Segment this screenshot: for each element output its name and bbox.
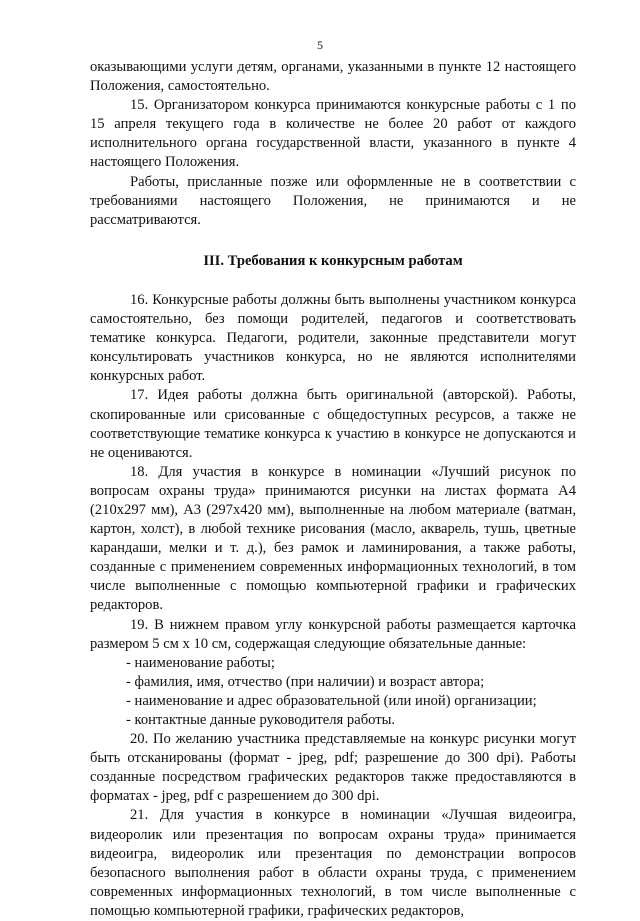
- list-item: - наименование и адрес образовательной (или иной) организации;: [126, 692, 537, 709]
- section-title: III. Требования к конкурсным работам: [203, 252, 463, 269]
- page-number: 5: [317, 38, 323, 52]
- paragraph-17: 17. Идея работы должна быть оригинальной (авторской). Работы, скопированные или срисованные с общедоступных ресурсов, а также не соответствующие тематике конкурса к участию в конкурсе не допускаются и не оцениваются.: [90, 387, 576, 461]
- paragraph-18: 18. Для участия в конкурсе в номинации «Лучший рисунок по вопросам охраны труда» принимаются рисунки на листах формата А4 (210x297 мм), А3 (297x420 мм), выполненные на любом материале (ватман, картон, холст), в любой технике рисования (масло, акварель, тушь, цветные карандаши, мелки и т. д.), без рамок и ламинирования, а также работы, созданные с применением современных информационных технологий, в том числе выполненные с помощью компьютерной графики и графических редакторов.: [90, 463, 576, 614]
- paragraph-15: 15. Организатором конкурса принимаются конкурсные работы с 1 по 15 апреля текущего года в количестве не более 20 работ от каждого исполнительного органа государственной власти, указанного в пункте 4 настоящего Положения.: [90, 97, 576, 171]
- document-body: [90, 58, 576, 921]
- list-item: - наименование работы;: [126, 654, 275, 671]
- paragraph-20: 20. По желанию участника представляемые на конкурс рисунки могут быть отсканированы (формат - jpeg, pdf; разрешение до 300 dpi). Работы созданные посредством графических редакторов также предоставляются в форматах - jpeg, pdf с разрешением до 300 dpi.: [90, 731, 576, 805]
- paragraph-continuation: оказывающими услуги детям, органами, указанными в пункте 12 настоящего Положения, самостоятельно.: [90, 59, 576, 95]
- paragraph-21: 21. Для участия в конкурсе в номинации «Лучшая видеоигра, видеоролик или презентация по вопросам охраны труда» принимается видеоигра, видеоролик или презентация по демонстрации вопросов безопасного выполнения работ в области охраны труда, с применением современных информационных технологий, в том числе выполненные с помощью компьютерной графики, графических редакторов,: [90, 807, 576, 919]
- paragraph-19: 19. В нижнем правом углу конкурсной работы размещается карточка размером 5 см х 10 см, содержащая следующие обязательные данные:: [90, 616, 576, 652]
- paragraph-16: 16. Конкурсные работы должны быть выполнены участником конкурса самостоятельно, без помощи родителей, педагогов и соответствовать тематике конкурса. Педагоги, родители, законные представители могут консультировать участников конкурса, но не являются исполнителями конкурсных работ.: [90, 291, 576, 385]
- list-item: - фамилия, имя, отчество (при наличии) и возраст автора;: [126, 673, 485, 690]
- list-item: - контактные данные руководителя работы.: [126, 712, 396, 728]
- paragraph-late-works: Работы, присланные позже или оформленные не в соответствии с требованиями настоящего Положения, не принимаются и не рассматриваются.: [90, 173, 576, 228]
